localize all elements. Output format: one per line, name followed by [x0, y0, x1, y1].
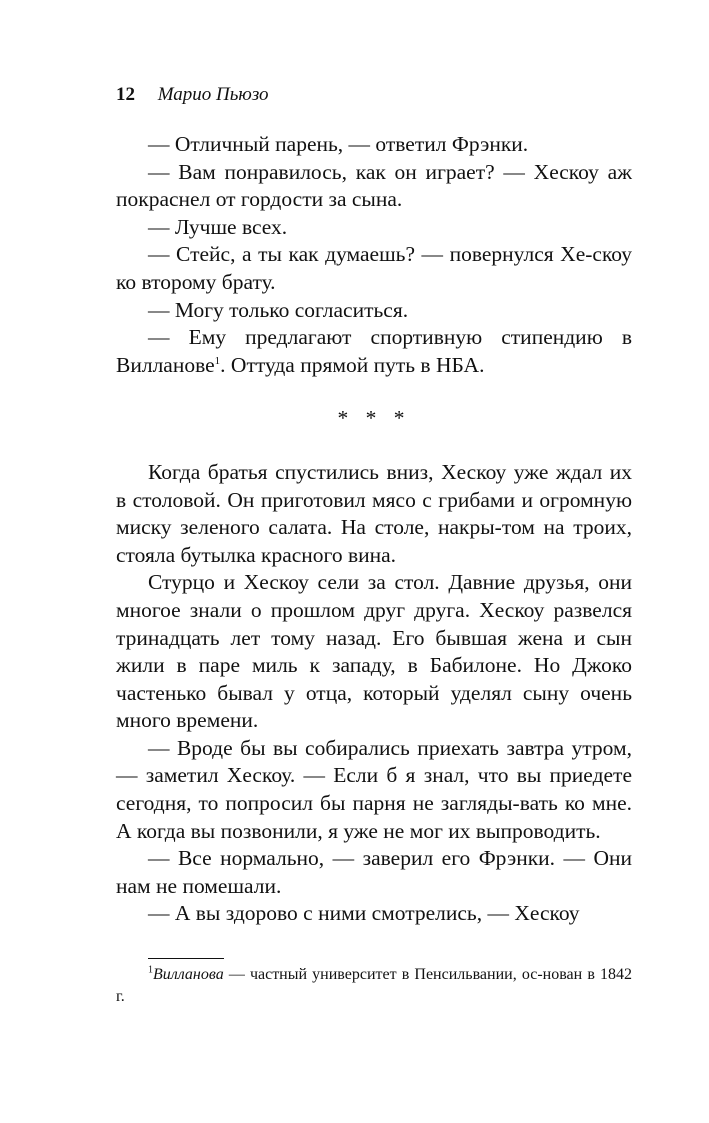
running-header — [116, 82, 268, 108]
footnote — [116, 964, 632, 1008]
footnote-body — [116, 964, 632, 1008]
footnote-number: 1 — [148, 964, 153, 976]
paragraph: Стурцо и Хескоу сели за стол. Давние друзья, они многое знали о прошлом друг друга. Хескоу развелся тринадцать лет тому назад. Его бывшая жена и сын жили в паре миль к западу, в Бабилоне. Но Джоко частенько бывал у отца, который уделял сыну очень много времени. — [116, 570, 632, 733]
paragraph: — Все нормально, — заверил его Фрэнки. — Они нам не помешали. — [116, 846, 632, 898]
section-separator: * * * — [337, 406, 411, 431]
paragraph: — А вы здорово с ними смотрелись, — Хескоу — [148, 901, 580, 926]
paragraph: Когда братья спустились вниз, Хескоу уже ждал их в столовой. Он приготовил мясо с грибами и огромную миску зеленого салата. На столе, накры-том на троих, стояла бутылка красного вина. — [116, 459, 632, 567]
paragraph: — Могу только согласиться. — [148, 297, 409, 322]
running-header-author: Марио Пьюзо — [157, 84, 269, 105]
footnote-text: — частный университет в Пенсильвании, ос-нован в 1842 г. — [116, 966, 632, 1005]
paragraph: — Отличный парень, — ответил Фрэнки. — [148, 132, 529, 156]
paragraph: — Стейс, а ты как думаешь? — повернулся Хе-скоу ко второму брату. — [116, 242, 632, 294]
page-number: 12 — [116, 84, 135, 105]
paragraph: — Вам понравилось, как он играет? — Хескоу аж покраснел от гордости за сына. — [116, 159, 632, 212]
paragraph-text: . Оттуда прямой путь в НБА. — [220, 352, 485, 377]
paragraph-text: — Ему предлагают спортивную стипендию в Вилланове — [116, 325, 632, 377]
footnote-term: Вилланова — [153, 966, 224, 983]
body-text — [116, 131, 632, 928]
paragraph-villanova — [116, 324, 632, 379]
paragraph: — Лучше всех. — [148, 214, 288, 239]
footnote-ref: 1 — [214, 354, 221, 367]
footnote-rule — [148, 958, 224, 959]
paragraph: — Вроде бы вы собирались приехать завтра утром, — заметил Хескоу. — Если б я знал, что вы приедете сегодня, то попросил бы парня не загляды-вать ко мне. А когда вы позвонили, я уже не мог их выпроводить. — [116, 735, 632, 843]
